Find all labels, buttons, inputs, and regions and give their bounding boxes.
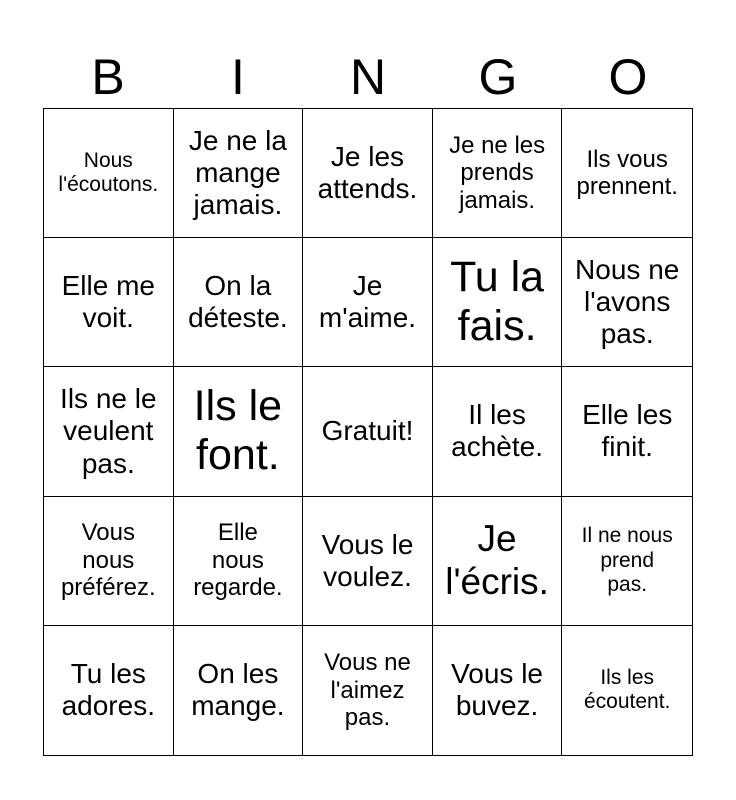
bingo-cell [303, 109, 433, 238]
cell-text: Je m'aime. [318, 270, 417, 334]
bingo-cell [174, 626, 304, 755]
cell-text: Elle les finit. [582, 399, 673, 463]
bingo-cell [174, 238, 304, 367]
bingo-cell-free [303, 367, 433, 496]
cell-text: Vous le voulez. [321, 528, 414, 592]
cell-text: Il les achète. [451, 399, 544, 463]
bingo-cell [44, 497, 174, 626]
bingo-cell [562, 238, 692, 367]
cell-text: Vous nous préférez. [60, 519, 156, 602]
cell-text: Tu les adores. [61, 658, 155, 722]
bingo-cell [44, 626, 174, 755]
bingo-cell [562, 497, 692, 626]
cell-text: On la déteste. [188, 270, 288, 334]
cell-text: Tu la fais. [450, 252, 545, 351]
cell-text: Il ne nous prend pas. [581, 524, 673, 596]
cell-text: Gratuit! [321, 415, 414, 447]
bingo-cell [433, 497, 563, 626]
bingo-cell [44, 238, 174, 367]
cell-text: Je les attends. [317, 140, 418, 205]
header-letter-i: I [231, 49, 245, 105]
cell-text: Elle me voit. [61, 270, 155, 334]
bingo-cell [562, 367, 692, 496]
bingo-cell [562, 626, 692, 755]
bingo-header [43, 46, 693, 108]
bingo-cell [303, 497, 433, 626]
cell-text: On les mange. [191, 658, 285, 722]
cell-text: Ils ne le veulent pas. [60, 383, 157, 479]
header-letter-g: G [478, 49, 518, 105]
cell-text: Je ne les prends jamais. [449, 131, 546, 214]
cell-text: Ils vous prennent. [576, 145, 678, 201]
bingo-grid [43, 108, 693, 756]
cell-text: Nous l'écoutons. [58, 148, 159, 197]
bingo-cell [44, 367, 174, 496]
bingo-cell [433, 238, 563, 367]
cell-text: Elle nous regarde. [193, 519, 283, 602]
header-letter-b: B [91, 49, 125, 105]
header-letter-n: N [349, 49, 387, 105]
cell-text: Ils le font. [193, 382, 283, 480]
bingo-cell [433, 367, 563, 496]
cell-text: Je l'écris. [445, 518, 549, 602]
bingo-cell [433, 109, 563, 238]
bingo-cell [303, 238, 433, 367]
bingo-cell [433, 626, 563, 755]
header-letter-o: O [608, 49, 648, 105]
cell-text: Ils les écoutent. [583, 666, 671, 714]
cell-text: Vous le buvez. [451, 658, 544, 722]
cell-text: Vous ne l'aimez pas. [324, 649, 411, 732]
bingo-cell [174, 109, 304, 238]
bingo-cell [44, 109, 174, 238]
bingo-cell [174, 367, 304, 496]
bingo-cell [174, 497, 304, 626]
cell-text: Nous ne l'avons pas. [575, 254, 680, 350]
bingo-cell [303, 626, 433, 755]
cell-text: Je ne la mange jamais. [188, 124, 287, 221]
bingo-cell [562, 109, 692, 238]
